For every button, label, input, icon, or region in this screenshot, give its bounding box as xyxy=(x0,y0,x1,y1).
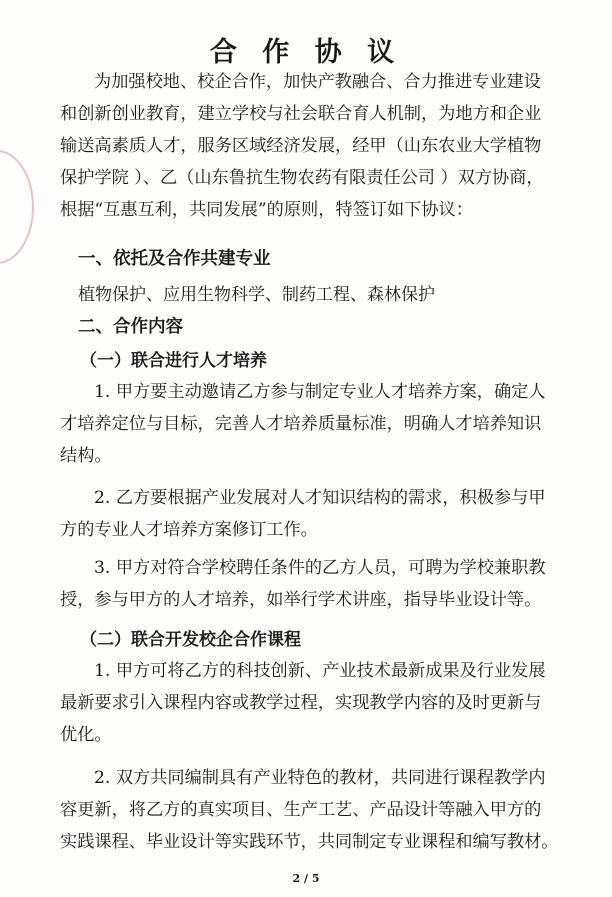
sub1-item2 xyxy=(60,482,580,546)
clause-line: 结构。 xyxy=(60,446,112,466)
sub2-item2 xyxy=(60,762,580,858)
intro-line: 输送高素质人才，服务区域经济发展，经甲（山东农业大学植物 xyxy=(60,136,542,156)
subsection-2-heading: （二）联合开发校企合作课程 xyxy=(80,630,301,650)
clause-line: 优化。 xyxy=(60,725,112,745)
red-seal-edge xyxy=(0,150,34,264)
page-number: 2 / 5 xyxy=(292,872,320,885)
sub1-item3 xyxy=(60,552,580,616)
section-2-heading: 二、合作内容 xyxy=(78,317,183,337)
clause-line: 才培养定位与目标，完善人才培养质量标准，明确人才培养知识 xyxy=(60,414,542,434)
sub1-item1 xyxy=(60,376,580,472)
intro-line: 根据“互惠互利，共同发展”的原则，特签订如下协议： xyxy=(60,200,473,220)
clause-line: 1. 甲方可将乙方的科技创新、产业技术最新成果及行业发展 xyxy=(94,661,546,681)
subsection-1-heading: （一）联合进行人才培养 xyxy=(80,351,267,371)
cooperation-majors: 植物保护、应用生物科学、制药工程、森林保护 xyxy=(78,285,435,305)
intro-paragraph xyxy=(60,66,580,226)
clause-line: 1. 甲方要主动邀请乙方参与制定专业人才培养方案，确定人 xyxy=(94,382,546,402)
sub2-item1 xyxy=(60,655,580,751)
clause-line: 3. 甲方对符合学校聘任条件的乙方人员，可聘为学校兼职教 xyxy=(94,558,546,578)
clause-line: 方的专业人才培养方案修订工作。 xyxy=(60,520,318,540)
intro-line: 和创新创业教育，建立学校与社会联合育人机制，为地方和企业 xyxy=(60,104,542,124)
clause-line: 实践课程、毕业设计等实践环节，共同制定专业课程和编写教材。 xyxy=(60,832,559,852)
clause-line: 2. 双方共同编制具有产业特色的教材，共同进行课程教学内 xyxy=(94,768,546,788)
document-title: 合 作 协 议 xyxy=(209,37,403,68)
intro-line: 保护学院 ）、乙（山东鲁抗生物农药有限责任公司 ）双方协商， xyxy=(60,168,544,188)
clause-line: 授，参与甲方的人才培养，如举行学术讲座，指导毕业设计等。 xyxy=(60,590,542,610)
clause-line: 最新要求引入课程内容或教学过程，实现教学内容的及时更新与 xyxy=(60,693,542,713)
clause-line: 容更新，将乙方的真实项目、生产工艺、产品设计等融入甲方的 xyxy=(60,800,542,820)
section-1-heading: 一、依托及合作共建专业 xyxy=(78,249,271,269)
intro-line: 为加强校地、校企合作，加快产教融合、合力推进专业建设 xyxy=(94,72,541,92)
clause-line: 2. 乙方要根据产业发展对人才知识结构的需求，积极参与甲 xyxy=(94,488,546,508)
